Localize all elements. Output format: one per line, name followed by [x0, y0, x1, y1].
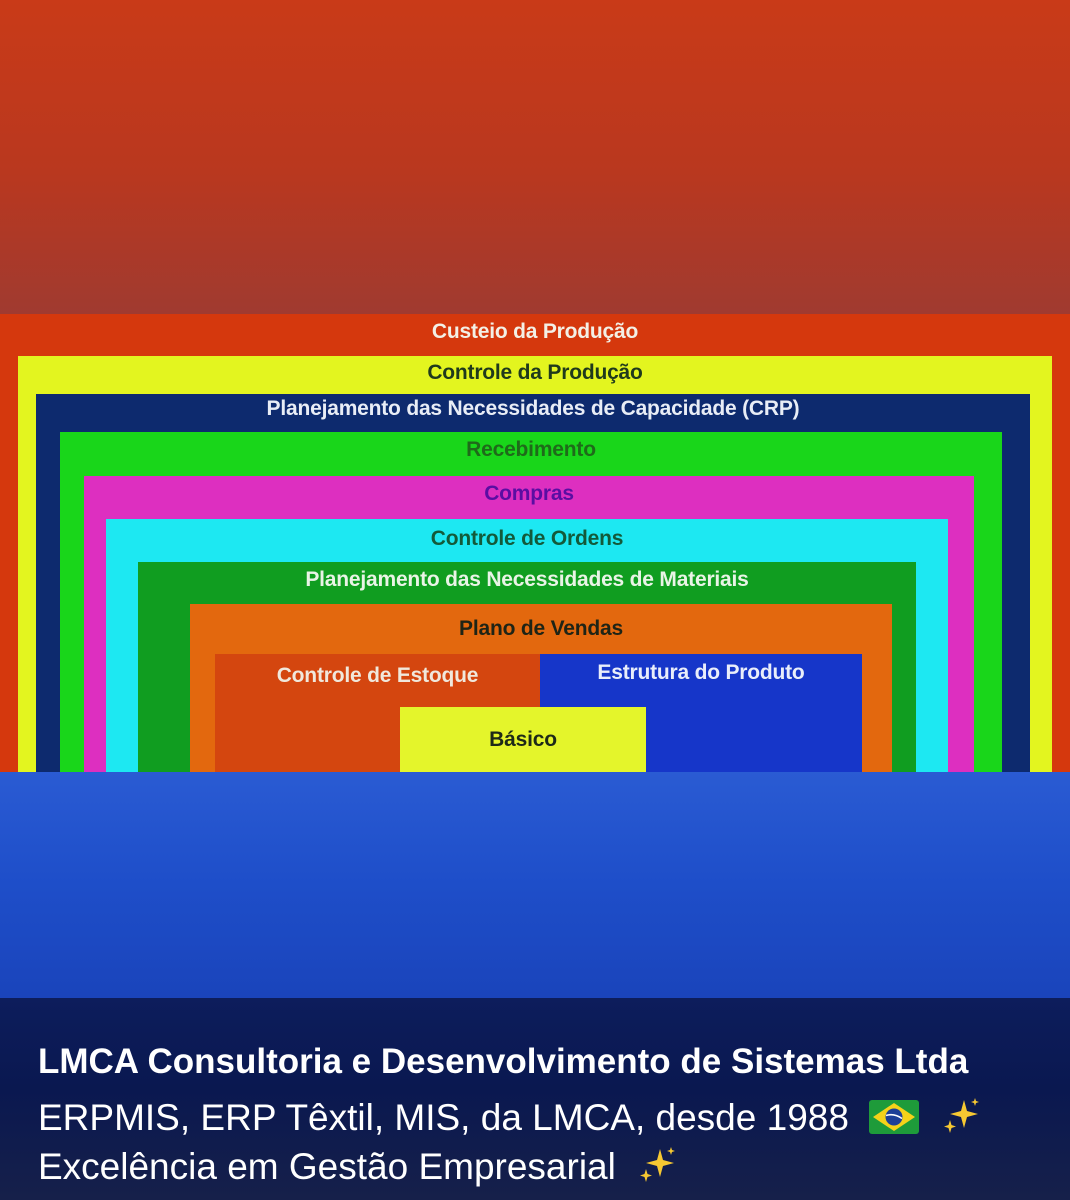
caption-title	[38, 1042, 968, 1082]
layer-label-crp: Planejamento das Necessidades de Capacidade (CRP)	[266, 397, 800, 420]
caption-line-1	[38, 1096, 982, 1145]
erp-layers-diagram	[0, 314, 1070, 772]
sparkles-icon	[942, 1096, 982, 1145]
caption-line-1-text: ERPMIS, ERP Têxtil, MIS, da LMCA, desde 1988	[38, 1097, 849, 1138]
layer-label-recebimento: Recebimento	[466, 438, 596, 461]
layer-basico	[400, 707, 646, 772]
layer-label-controle-ordens: Controle de Ordens	[430, 527, 624, 550]
layer-label-basico: Básico	[489, 728, 557, 751]
layer-label-plano-vendas: Plano de Vendas	[459, 617, 623, 640]
layer-label-mrp: Planejamento das Necessidades de Materiais	[305, 568, 749, 591]
bottom-gradient-band	[0, 772, 1070, 998]
caption-title-text: LMCA Consultoria e Desenvolvimento de Sistemas Ltda	[38, 1042, 969, 1081]
sparkles-icon	[638, 1145, 678, 1194]
layer-label-estrutura-produto: Estrutura do Produto	[597, 661, 805, 684]
layer-label-compras: Compras	[484, 482, 574, 505]
caption-line-2-text: Excelência em Gestão Empresarial	[38, 1146, 616, 1187]
layer-label-controle-estoque: Controle de Estoque	[276, 664, 479, 687]
caption-line-2	[38, 1145, 678, 1194]
top-gradient-band	[0, 0, 1070, 314]
layer-label-custeio-producao: Custeio da Produção	[431, 320, 639, 343]
layer-label-controle-producao: Controle da Produção	[427, 361, 643, 384]
brazil-flag-icon	[869, 1100, 919, 1143]
post-caption	[0, 998, 1070, 1200]
